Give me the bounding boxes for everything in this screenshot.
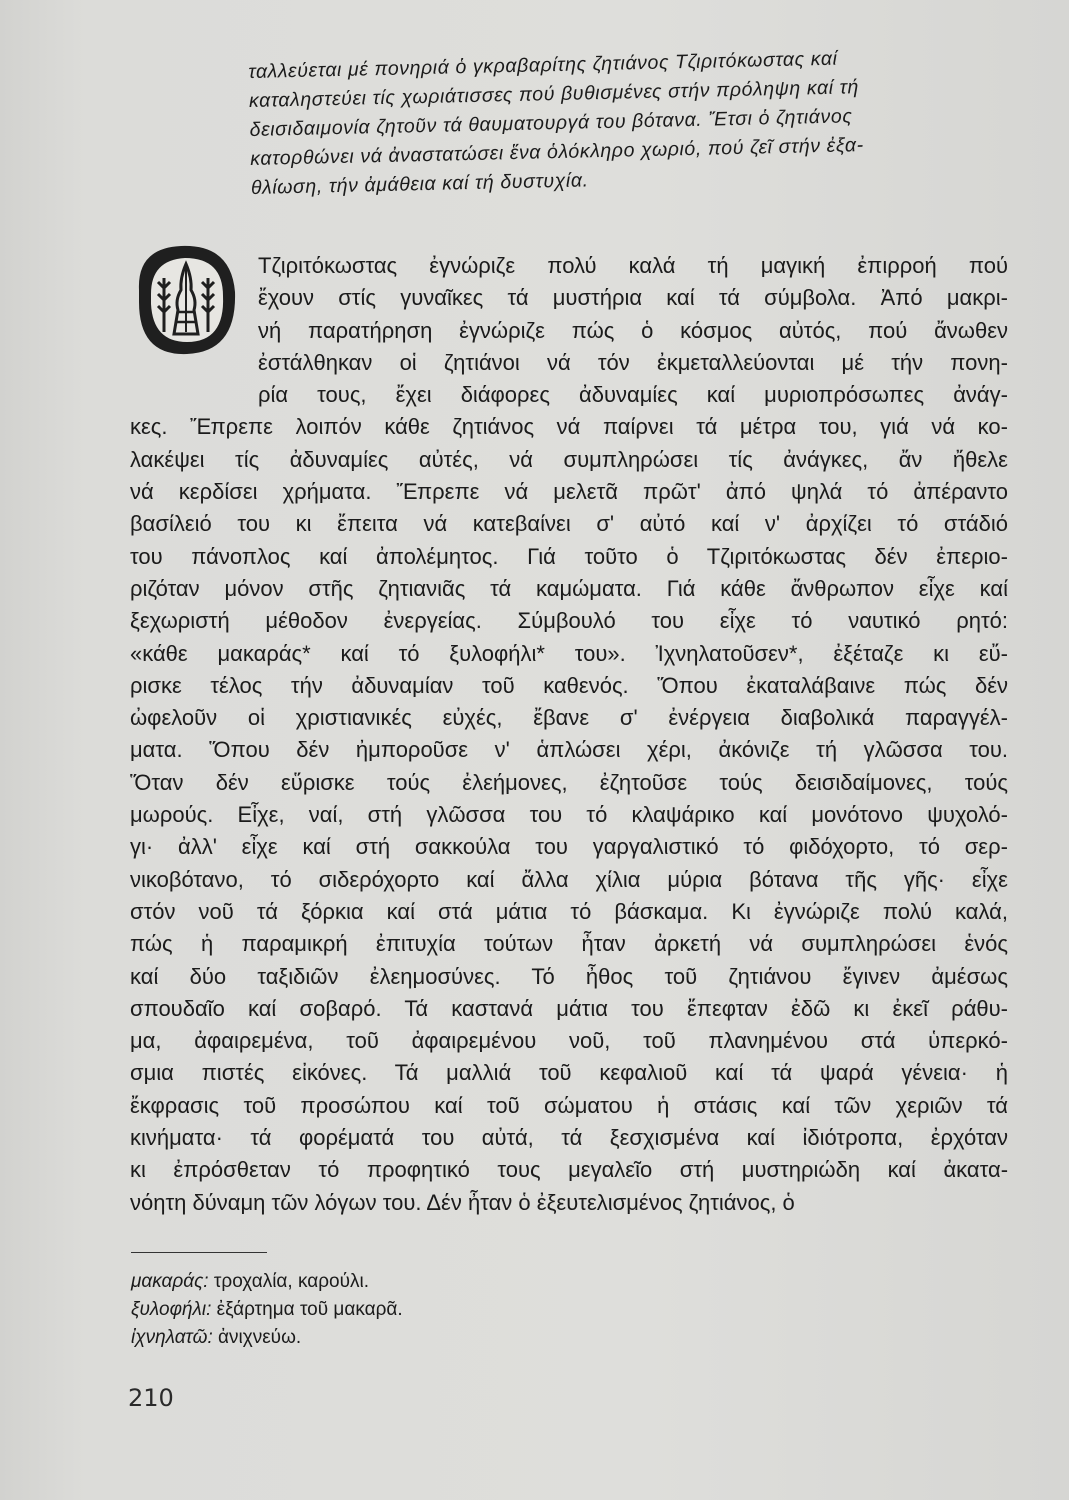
text-line: κες. Ἔπρεπε λοιπόν κάθε ζητιάνος νά παίρνει τά μέτρα του, γιά νά κο- bbox=[130, 414, 1008, 440]
chapter-summary bbox=[248, 41, 1021, 203]
footnote-divider bbox=[131, 1252, 267, 1253]
footnote bbox=[131, 1324, 403, 1352]
summary-line: καταληστεύει τίς χωριάτισσες πού βυθισμένες στήν πρόληψη καί τή bbox=[248, 76, 860, 112]
footnote-definition: τροχαλία, καρούλι. bbox=[213, 1271, 369, 1292]
text-line: στόν νοῦ τά ξόρκια καί στά μάτια τό βάσκαμα. Κι ἐγνώριζε πολύ καλά, bbox=[130, 898, 1009, 924]
footnote-definition: ἀνιχνεύω. bbox=[218, 1327, 302, 1348]
text-line: νικοβότανο, τό σιδερόχορτο καί ἄλλα χίλια μύρια βότανα τῆς γῆς· εἶχε bbox=[130, 866, 1008, 892]
text-line: ἔχουν στίς γυναῖκες τά μυστήρια καί τά σύμβολα. Ἀπό μακρι- bbox=[258, 285, 1008, 311]
footnote bbox=[131, 1268, 403, 1296]
summary-line: ταλλεύεται μέ πονηριά ὁ γκραβαρίτης ζητιάνος Τζιριτόκωστας καί bbox=[248, 47, 838, 83]
text-line: ματα. Ὅπου δέν ἠμποροῦσε ν' ἁπλώσει χέρι, ἀκόνιζε τή γλῶσσα του. bbox=[130, 737, 1009, 763]
text-line: του πάνοπλος καί ἀπολέμητος. Γιά τοῦτο ὁ Τζιριτόκωστας δέν ἐπεριο- bbox=[130, 543, 1008, 569]
text-line: ρισκε τέλος τήν ἀδυναμίαν τοῦ καθενός. Ὅπου ἐκαταλάβαινε πώς δέν bbox=[130, 672, 1009, 698]
text-line: γι· ἀλλ' εἶχε καί στή σακκούλα του γαργαλιστικό τό φιδόχορτο, τό σερ- bbox=[130, 834, 1008, 860]
footnotes bbox=[131, 1268, 403, 1352]
text-line: Τζιριτόκωστας ἐγνώριζε πολύ καλά τή μαγική ἐπιρροή πού bbox=[258, 253, 1009, 278]
text-line: μωρούς. Εἶχε, ναί, στή γλῶσσα του τό κλαψάρικο καί μονότονο ψυχολό- bbox=[130, 802, 1008, 828]
footnote-term: ἰχνηλατῶ: bbox=[131, 1327, 213, 1348]
text-line: Ὅταν δέν εὕρισκε τούς ἐλεήμονες, ἐζητοῦσε τούς δεισιδαίμονες, τούς bbox=[130, 769, 1008, 795]
summary-line: κατορθώνει νά ἀναστατώσει ἕνα ὁλόκληρο χωριό, πού ζεῖ στήν ἐξα- bbox=[250, 134, 864, 170]
text-line: «κάθε μακαράς* καί τό ξυλοφήλι* του». Ἰχνηλατοῦσεν*, ἐξέταζε κι εὔ- bbox=[130, 640, 1008, 666]
footnote-term: ξυλοφήλι: bbox=[131, 1299, 212, 1320]
text-line: σπουδαῖο καί σοβαρό. Τά καστανά μάτια του ἔπεφταν ἐδῶ κι ἐκεῖ ράθυ- bbox=[130, 995, 1009, 1021]
text-line: ρία τους, ἔχει διάφορες ἀδυναμίες καί μυριοπρόσωπες ἀνάγ- bbox=[258, 382, 1008, 408]
text-line: κι ἐπρόσθεταν τό προφητικό τους μεγαλεῖο στή μυστηριώδη καί ἀκατα- bbox=[130, 1157, 1009, 1183]
text-line: πώς ἡ παραμικρή ἐπιτυχία τούτων ἦταν ἀρκετή νά συμπληρώσει ἑνός bbox=[130, 931, 1009, 957]
text-line: βασίλειό του κι ἔπειτα νά κατεβαίνει σ' αὐτό καί ν' ἀρχίζει τό στάδιό bbox=[130, 511, 1008, 537]
text-line: ὠφελοῦν οἱ χριστιανικές εὐχές, ἔβανε σ' ἐνέργεια διαβολικά παραγγέλ- bbox=[130, 705, 1008, 731]
text-line: μα, ἀφαιρεμένα, τοῦ ἀφαιρεμένου νοῦ, τοῦ πλανημένου στά ὑπερκό- bbox=[130, 1028, 1008, 1054]
footnote-definition: ἐξάρτημα τοῦ μακαρᾶ. bbox=[216, 1299, 403, 1320]
main-text bbox=[130, 250, 1008, 1219]
text-line: σμια πιστές εἰκόνες. Τά μαλλιά τοῦ κεφαλιοῦ καί τά ψαρά γένεια· ἡ bbox=[130, 1060, 1008, 1086]
text-line: κινήματα· τά φορέματά του αὐτά, τά ξεσχισμένα καί ἰδιότροπα, ἐρχόταν bbox=[130, 1125, 1008, 1151]
text-line: νόητη δύναμη τῶν λόγων του. Δέν ἦταν ὁ ἐξευτελισμένος ζητιάνος, ὁ bbox=[130, 1189, 795, 1215]
page-number: 210 bbox=[128, 1384, 174, 1412]
text-line: ἐστάλθηκαν οἱ ζητιάνοι νά τόν ἐκμεταλλεύονται μέ τήν πονη- bbox=[258, 349, 1008, 375]
summary-line: θλίωση, τήν ἀμάθεια καί τή δυστυχία. bbox=[250, 169, 589, 199]
text-line: ριζόταν μόνον στῆς ζητιανιᾶς τά καμώματα. Γιά κάθε ἄνθρωπον εἶχε καί bbox=[130, 575, 1008, 601]
summary-line: δεισιδαιμονία ζητοῦν τά θαυματουργά του βότανα. Ἔτσι ὁ ζητιάνος bbox=[249, 105, 853, 141]
text-line: λακέψει τίς ἀδυναμίες αὐτές, νά συμπληρώσει τίς ἀνάγκες, ἄν ἤθελε bbox=[130, 446, 1008, 472]
text-line: καί δύο ταξιδιῶν ἐλεημοσύνες. Τό ἦθος τοῦ ζητιάνου ἔγινεν ἀμέσως bbox=[130, 963, 1008, 989]
text-line: νά κερδίσει χρήματα. Ἔπρεπε νά μελετᾶ πρῶτ' ἀπό ψηλά τό ἀπέραντο bbox=[130, 479, 1008, 505]
text-line: ξεχωριστή μέθοδον ἐνεργείας. Σύμβουλό του εἶχε τό ναυτικό ρητό: bbox=[130, 608, 1009, 634]
text-line: ἔκφρασις τοῦ προσώπου καί τοῦ σώματου ἡ στάσις καί τῶν χεριῶν τά bbox=[130, 1092, 1009, 1118]
footnote bbox=[131, 1296, 403, 1324]
footnote-term: μακαράς: bbox=[131, 1271, 209, 1292]
text-line: νή παρατήρηση ἐγνώριζε πώς ὁ κόσμος αὐτός, πού ἄνωθεν bbox=[258, 317, 1009, 343]
